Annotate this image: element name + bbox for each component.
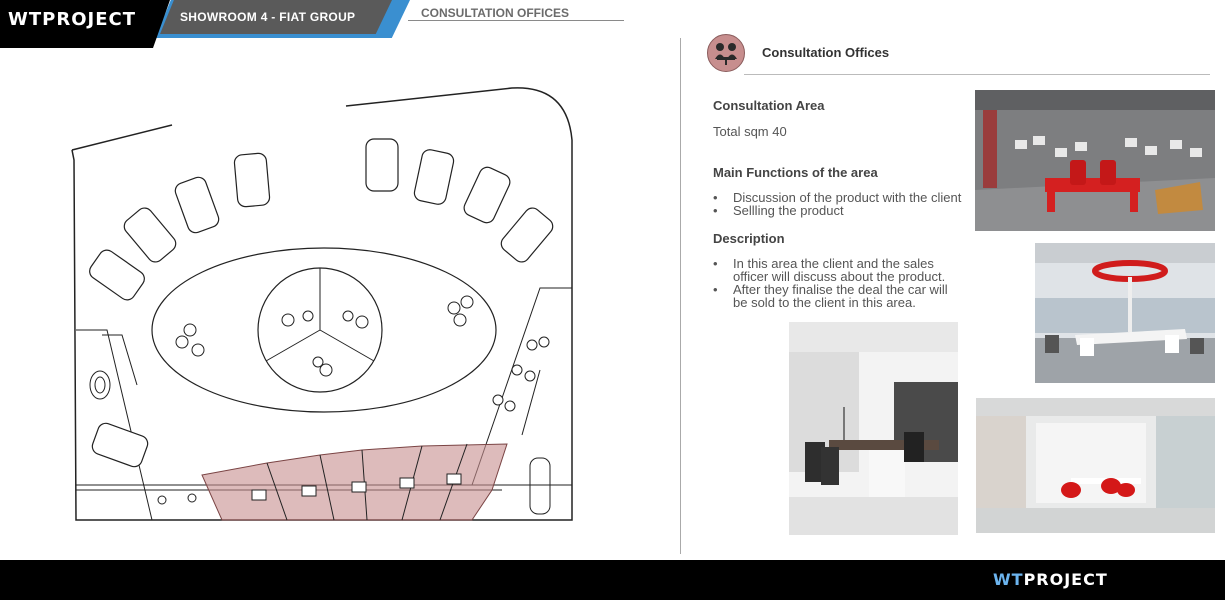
list-item: • Sellling the product: [713, 204, 973, 217]
footer-bar: [0, 560, 1225, 600]
showroom-photo: [975, 90, 1215, 231]
meeting-icon: [707, 34, 745, 72]
header-bar: [0, 0, 1225, 48]
footer-logo-project: PROJECT: [1023, 570, 1108, 589]
footer-logo: [993, 570, 1108, 589]
logo-wt: WT: [8, 9, 43, 30]
floor-plan: [62, 80, 602, 540]
section-title: Consultation Offices: [762, 45, 890, 60]
description-heading: Description: [713, 231, 785, 246]
total-sqm: Total sqm 40: [713, 124, 787, 139]
office-red-lamp-photo: [1035, 243, 1215, 383]
functions-list: [713, 191, 973, 217]
brand-logo: [8, 9, 136, 30]
executive-office-photo: [789, 322, 958, 535]
subtitle-underline: [408, 20, 624, 21]
logo-project: PROJECT: [42, 9, 136, 30]
glass-meeting-room-photo: [976, 398, 1215, 533]
footer-logo-wt: WT: [993, 570, 1024, 589]
section-underline: [744, 74, 1210, 75]
list-item: • After they finalise the deal the car will be sold to the client in this area.: [713, 283, 963, 309]
vertical-divider: [680, 38, 681, 554]
area-heading: Consultation Area: [713, 98, 825, 113]
description-list: [713, 257, 963, 309]
list-item: • In this area the client and the sales officer will discuss about the product.: [713, 257, 963, 283]
functions-heading: Main Functions of the area: [713, 165, 878, 180]
list-item: • Discussion of the product with the client: [713, 191, 973, 204]
page-subtitle: CONSULTATION OFFICES: [421, 6, 569, 20]
showroom-title: SHOWROOM 4 - FIAT GROUP: [180, 10, 356, 24]
